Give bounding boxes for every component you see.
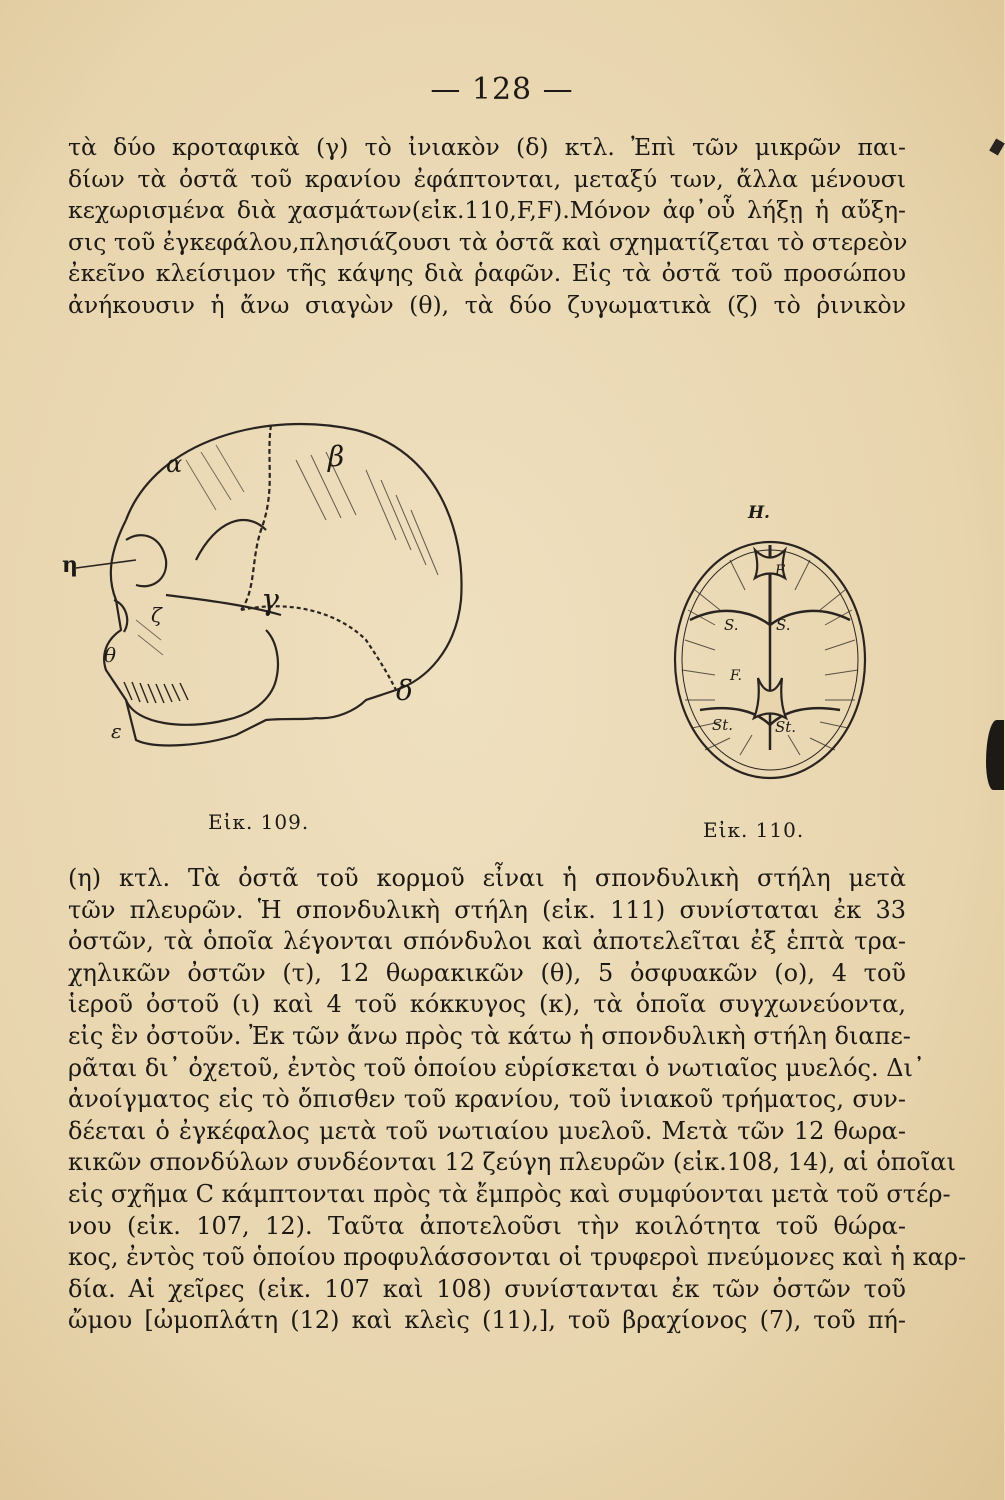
text-line: δέεται ὁ ἐγκέφαλος μετὰ τοῦ νωτιαίου μυελοῦ. Μετὰ τῶν 12 θωρα- [68, 1116, 906, 1145]
text-line: τὰ δύο κροταφικὰ (γ) τὸ ἰνιακὸν (δ) κτλ. Ἐπὶ τῶν μικρῶν παι- [68, 133, 906, 161]
text-line: νου (εἰκ. 107, 12). Ταῦτα ἀποτελοῦσι τὴν κοιλότητα τοῦ θώρα- [68, 1211, 906, 1240]
figure-caption: Εἰκ. 109. [208, 810, 310, 834]
figure-label: β [328, 440, 345, 473]
figure-label: F [775, 563, 785, 579]
figure-label: δ [396, 674, 413, 707]
text-line: δίων τὰ ὀστᾶ τοῦ κρανίου ἐφάπτονται, μεταξύ των, ἄλλα μένουσι [68, 164, 906, 193]
text-line: ρᾶται δι᾽ ὀχετοῦ, ἐντὸς τοῦ ὁποίου εὑρίσκεται ὁ νωτιαῖος μυελός. Δι᾽ [68, 1053, 925, 1082]
text-line: χηλικῶν ὀστῶν (τ), 12 θωρακικῶν (θ), 5 ὀσφυακῶν (ο), 4 τοῦ [68, 958, 906, 987]
figure-label: H. [748, 503, 770, 523]
text-line: κος, ἐντὸς τοῦ ὁποίου προφυλάσσονται οἱ τρυφεροὶ πνεύμονες καὶ ἡ καρ- [68, 1243, 967, 1272]
text-line: ἐκεῖνο κλείσιμον τῆς κάψης διὰ ῥαφῶν. Εἰς τὰ ὀστᾶ τοῦ προσώπου [68, 259, 906, 287]
figure-label: ζ [151, 603, 162, 627]
figure-label: γ [261, 583, 279, 618]
bottom-paragraph [68, 863, 967, 1337]
text-line: (η) κτλ. Τὰ ὀστᾶ τοῦ κορμοῦ εἶναι ἡ σπονδυλικὴ στήλη μετὰ [68, 864, 906, 892]
figure-label: θ [104, 643, 117, 667]
figure-label: F. [730, 668, 742, 684]
page-edge-damage [986, 720, 1004, 790]
page-edge-mark [989, 138, 1005, 155]
text-line: εἰς σχῆμα C κάμπτονται πρὸς τὰ ἔμπρὸς καὶ συμφύονται μετὰ τοῦ στέρ- [68, 1179, 951, 1208]
figure-label: η [62, 552, 78, 578]
figure-label: St. [775, 718, 797, 736]
skull-top-illustration [660, 500, 880, 790]
figure-label: S. [776, 616, 791, 634]
text-line: ὀστῶν, τὰ ὁποῖα λέγονται σπόνδυλοι καὶ ἀποτελεῖται ἐξ ἑπτὰ τρα- [68, 927, 906, 956]
figure-label: α [166, 450, 183, 478]
text-line: σις τοῦ ἐγκεφάλου,πλησιάζουσι τὰ ὀστᾶ καὶ σχηματίζεται τὸ στερεὸν [68, 227, 908, 256]
text-line: κεχωρισμένα διὰ χασμάτων(εἰκ.110,F,F).Μόνον ἀφ᾽οὗ λήξῃ ἡ αὔξη- [68, 196, 906, 224]
page-number: — 128 — [430, 72, 574, 107]
figure-label: St. [712, 716, 734, 734]
figure-label: S. [724, 616, 739, 634]
top-paragraph [68, 132, 906, 321]
skull-side-illustration [62, 400, 486, 800]
figure-caption: Εἰκ. 110. [703, 818, 805, 842]
text-line: ἱεροῦ ὀστοῦ (ι) καὶ 4 τοῦ κόκκυγος (κ), τὰ ὁποῖα συγχωνεύοντα, [68, 990, 906, 1019]
text-line: δία. Αἱ χεῖρες (εἰκ. 107 καὶ 108) συνίστανται ἐκ τῶν ὀστῶν τοῦ [68, 1274, 906, 1303]
text-line: τῶν πλευρῶν. Ἡ σπονδυλικὴ στήλη (εἰκ. 111) συνίσταται ἐκ 33 [68, 895, 906, 924]
text-line: εἰς ἓν ὀστοῦν. Ἐκ τῶν ἄνω πρὸς τὰ κάτω ἡ σπονδυλικὴ στήλη διαπε- [68, 1021, 911, 1050]
text-line: κικῶν σπονδύλων συνδέονται 12 ζεύγη πλευρῶν (εἰκ.108, 14), αἱ ὁποῖαι [68, 1148, 956, 1177]
figure-label: ε [111, 719, 122, 743]
text-line: ὤμου [ὠμοπλάτη (12) καὶ κλεὶς (11),], τοῦ βραχίονος (7), τοῦ πή- [68, 1306, 906, 1335]
text-line: ἀνοίγματος εἰς τὸ ὄπισθεν τοῦ κρανίου, τοῦ ἰνιακοῦ τρήματος, συν- [68, 1085, 906, 1114]
text-line: ἀνήκουσιν ἡ ἄνω σιαγὼν (θ), τὰ δύο ζυγωματικὰ (ζ) τὸ ῥινικὸν [68, 290, 906, 319]
